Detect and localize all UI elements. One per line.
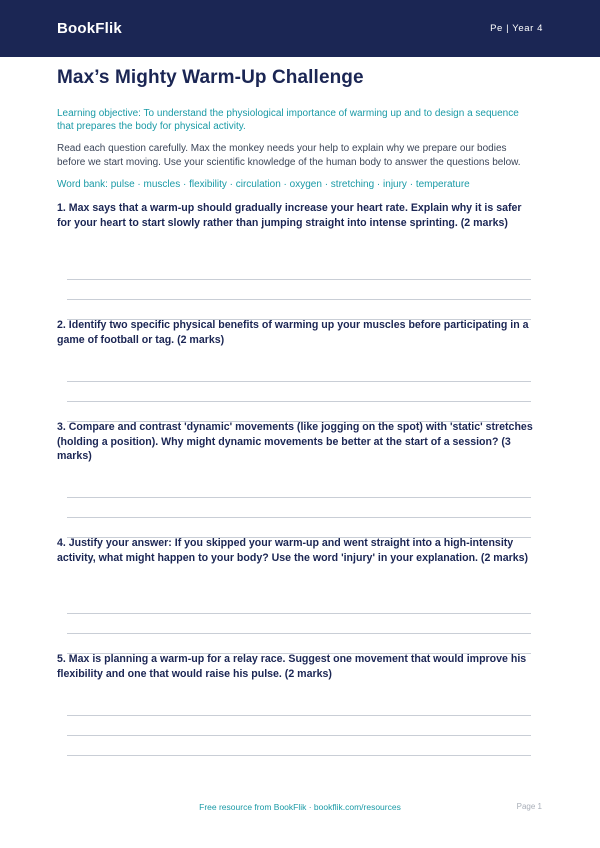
question-text: 2. Identify two specific physical benefits of warming up your muscles before participating in a game of football or tag. (2 marks) <box>57 319 529 346</box>
question-3 <box>57 420 537 464</box>
answer-line[interactable] <box>67 633 531 634</box>
question-1 <box>57 201 537 230</box>
question-text: 3. Compare and contrast 'dynamic' movements (like jogging on the spot) with 'static' stretches (holding a position). Why might dynamic movements be better at the start of a session? (3 marks) <box>57 421 533 462</box>
footer-resource-link[interactable]: Free resource from BookFlik · bookflik.com/resources <box>199 802 401 812</box>
brand-logo: BookFlik <box>57 20 122 37</box>
answer-line[interactable] <box>67 755 531 756</box>
instructions-text: Read each question carefully. Max the monkey needs your help to explain why we prepare our bodies before we start moving. Use your scientific knowledge of the human body to answer the questions below. <box>57 143 521 168</box>
answer-line[interactable] <box>67 715 531 716</box>
question-text: 5. Max is planning a warm-up for a relay race. Suggest one movement that would improve his flexibility and one that would raise his pulse. (2 marks) <box>57 653 527 680</box>
answer-line[interactable] <box>67 381 531 382</box>
question-4 <box>57 536 537 565</box>
word-bank: Word bank: pulse · muscles · flexibility · circulation · oxygen · stretching · injury · temperature <box>57 179 470 190</box>
page-footer <box>0 802 600 814</box>
question-text: 4. Justify your answer: If you skipped your warm-up and went straight into a high-intensity activity, what might happen to your body? Use the word 'injury' in your explanation. (2 marks) <box>57 537 529 564</box>
question-text: 1. Max says that a warm-up should gradually increase your heart rate. Explain why it is safer for your heart to start slowly rather than jumping straight into intense sprinting. (2 marks) <box>57 202 522 229</box>
page-header <box>0 0 600 57</box>
answer-line[interactable] <box>67 401 531 402</box>
subject-year-label: Pe | Year 4 <box>490 23 543 34</box>
answer-line[interactable] <box>67 299 531 300</box>
question-5 <box>57 652 537 681</box>
worksheet-intro <box>57 65 532 191</box>
answer-line[interactable] <box>67 613 531 614</box>
question-2 <box>57 318 537 347</box>
learning-objective: Learning objective: To understand the physiological importance of warming up and to design a sequence that prepares the body for physical activity. <box>57 108 519 132</box>
answer-line[interactable] <box>67 279 531 280</box>
answer-line[interactable] <box>67 497 531 498</box>
answer-line[interactable] <box>67 517 531 518</box>
answer-line[interactable] <box>67 735 531 736</box>
page-number: Page 1 <box>516 802 542 811</box>
worksheet-title: Max’s Mighty Warm-Up Challenge <box>57 67 364 88</box>
